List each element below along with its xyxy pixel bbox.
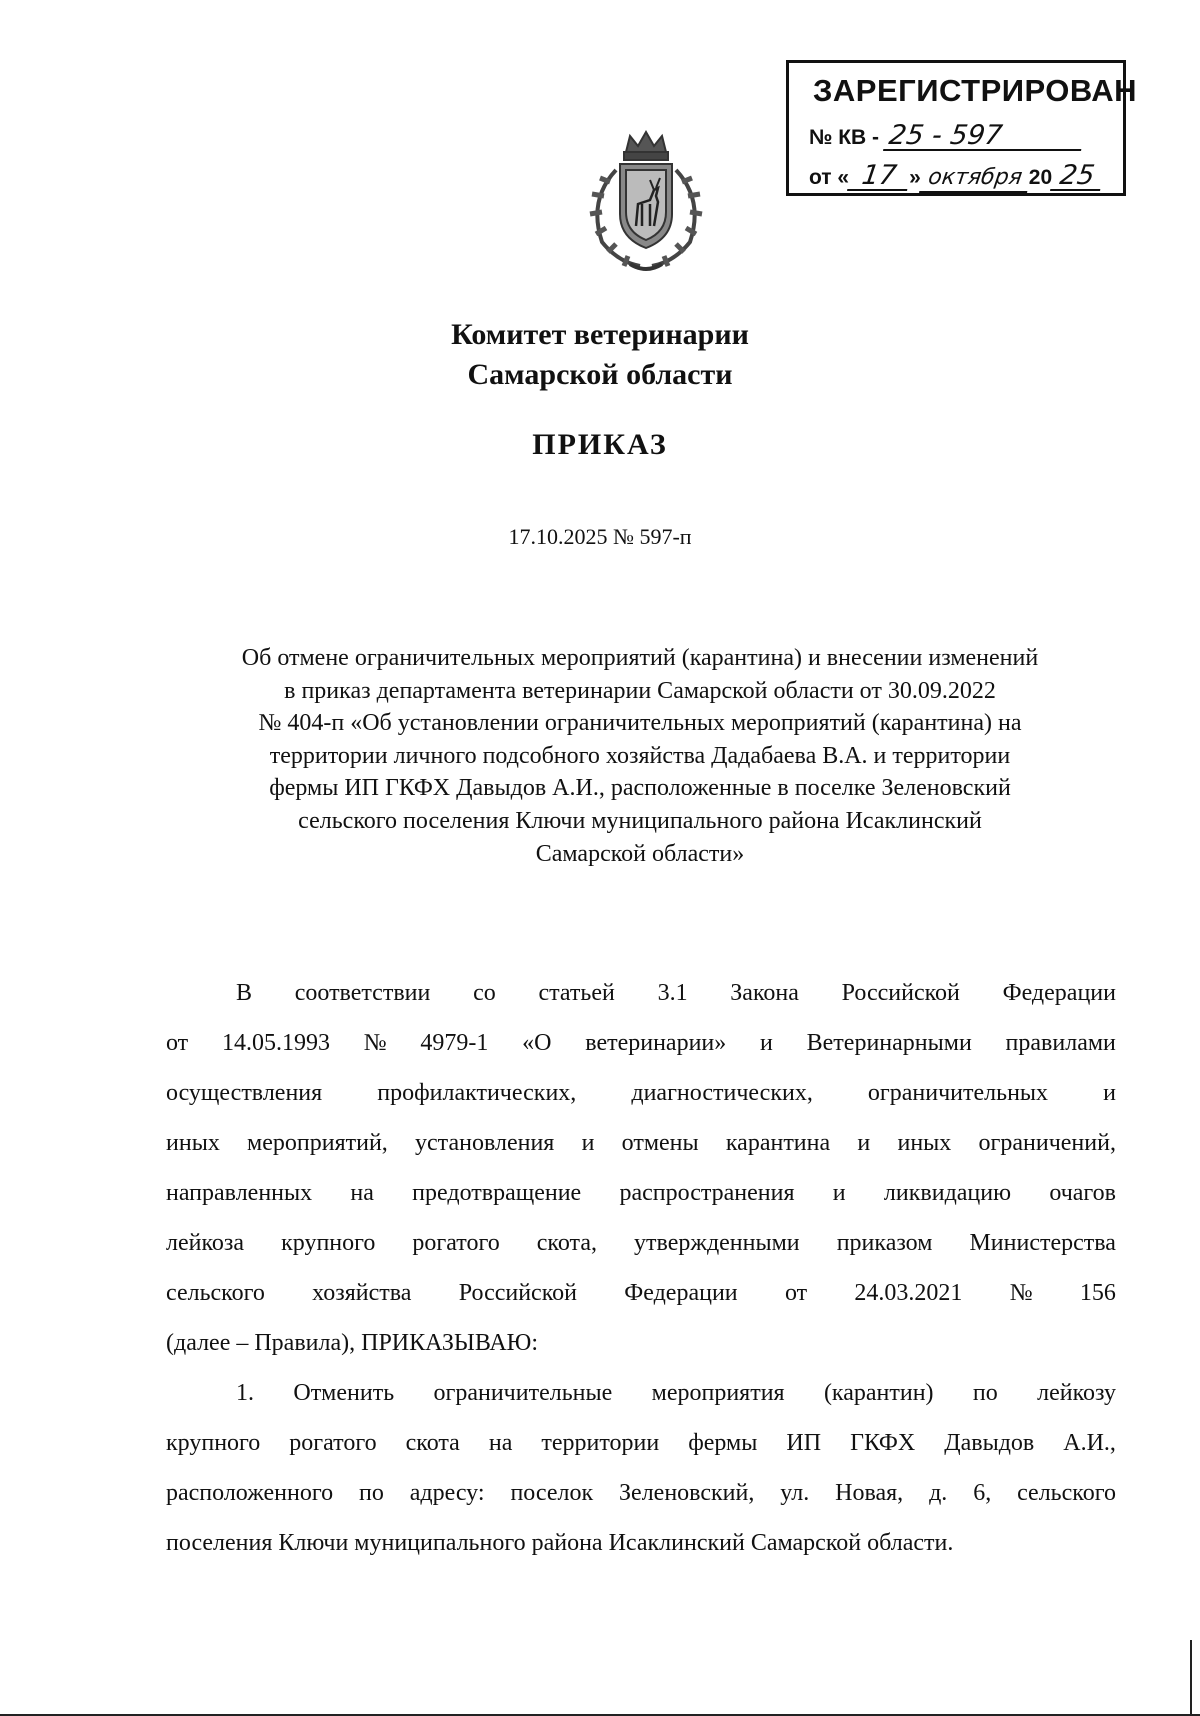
body-word: ограничительные [433, 1380, 613, 1406]
body-word: поселок [510, 1480, 594, 1506]
stamp-date-line [809, 160, 1102, 193]
body-word: и [832, 1180, 846, 1206]
body-word: установления [415, 1130, 555, 1156]
body-word: Отменить [293, 1380, 395, 1406]
body-line [166, 1118, 1116, 1168]
body-line [166, 1418, 1116, 1468]
body-word: 3.1 [657, 980, 688, 1006]
body-line [166, 968, 1116, 1018]
body-line [166, 1168, 1116, 1218]
body-word: 4979-1 [420, 1030, 489, 1056]
body-word: рогатого [412, 1230, 500, 1256]
body-word: мероприятий, [247, 1130, 388, 1156]
body-word: и [581, 1130, 595, 1156]
body-word: Министерства [969, 1230, 1116, 1256]
body-word: утвержденными [634, 1230, 800, 1256]
body-word: и [1103, 1080, 1116, 1106]
stamp-number-line [809, 120, 1083, 151]
body-word: ограничительных [867, 1080, 1049, 1106]
coat-of-arms-icon [568, 130, 724, 280]
body-word: адресу: [409, 1480, 485, 1506]
body-word: Закона [730, 980, 799, 1006]
title-line: Самарской области» [535, 840, 745, 867]
body-word: Федерации [624, 1280, 738, 1306]
body-word: осуществления [166, 1080, 323, 1106]
body-word: иных [897, 1130, 952, 1156]
body-word: 24.03.2021 [854, 1280, 963, 1306]
body-line: (далее – Правила), ПРИКАЗЫВАЮ: [166, 1330, 538, 1356]
document-date-number: 17.10.2025 № 597-п [508, 524, 692, 549]
body-line [166, 1468, 1116, 1518]
body-word: (карантин) [823, 1380, 934, 1406]
body-word: № [1009, 1280, 1033, 1306]
body-word: очагов [1049, 1180, 1116, 1206]
registration-stamp [786, 60, 1138, 196]
body-word: ветеринарии» [585, 1030, 727, 1056]
body-word: лейкозу [1037, 1380, 1116, 1406]
body-word: и [760, 1030, 773, 1056]
body-word: скота, [536, 1230, 597, 1256]
body-word: «О [522, 1030, 552, 1056]
body-word: распространения [619, 1180, 795, 1206]
title-line: территории личного подсобного хозяйства Дадабаева В.А. и территории [269, 742, 1011, 769]
stamp-handwritten-month: октября [919, 165, 1031, 193]
body-word: на [488, 1430, 513, 1456]
body-word: расположенного [166, 1480, 334, 1506]
body-word: ГКФХ [850, 1430, 916, 1456]
stamp-title: ЗАРЕГИСТРИРОВАН [813, 73, 1138, 108]
title-line: Об отмене ограничительных мероприятий (карантина) и внесении изменений [241, 645, 1039, 671]
body-word: ликвидацию [883, 1180, 1012, 1206]
body-word: д. [929, 1480, 948, 1506]
body-word: карантина [725, 1130, 831, 1156]
body-word: правилами [1005, 1030, 1116, 1056]
org-name-line2: Самарской области [467, 358, 733, 391]
body-line [166, 1018, 1116, 1068]
body-word: 6, [973, 1480, 992, 1506]
stamp-number-prefix: № КВ - [809, 126, 880, 149]
title-line: в приказ департамента ветеринарии Самарской области от 30.09.2022 [284, 677, 996, 704]
body-word: фермы [688, 1430, 758, 1456]
body-word: диагностических, [631, 1080, 813, 1106]
body-word: лейкоза [166, 1230, 245, 1256]
body-word: по [358, 1480, 384, 1506]
paragraph-item-1 [166, 1368, 1116, 1568]
body-word: статьей [538, 980, 615, 1006]
body-line: поселения Ключи муниципального района Исаклинский Самарской области. [166, 1530, 954, 1556]
body-word: Российской [458, 1280, 577, 1306]
stamp-handwritten-year: 25 [1050, 163, 1104, 191]
org-name-line1: Комитет ветеринарии [451, 318, 749, 351]
body-word: крупного [281, 1230, 376, 1256]
stamp-handwritten-day: 17 [847, 163, 911, 191]
body-word: ИП [786, 1430, 822, 1456]
body-word: Федерации [1002, 980, 1116, 1006]
stamp-date-mid: » [909, 166, 921, 189]
body-word: мероприятия [651, 1380, 785, 1406]
title-line: сельского поселения Ключи муниципального района Исаклинский [298, 807, 982, 834]
body-word: 14.05.1993 [221, 1030, 330, 1056]
stamp-date-prefix: от « [809, 166, 850, 189]
body-word: профилактических, [377, 1080, 577, 1106]
body-word: и [857, 1130, 871, 1156]
body-word: приказом [836, 1230, 933, 1256]
body-word: № [363, 1030, 387, 1056]
body-word: соответствии [294, 980, 431, 1006]
body-word: скота [405, 1430, 460, 1456]
body-line [166, 1068, 1116, 1118]
scan-edge-right [1190, 1640, 1192, 1716]
body-word: сельского [166, 1280, 265, 1306]
title-line: фермы ИП ГКФХ Давыдов А.И., расположенные в поселке Зеленовский [269, 775, 1011, 802]
body-word: иных [166, 1130, 220, 1156]
body-word: хозяйства [312, 1280, 412, 1306]
body-word: Новая, [835, 1480, 904, 1506]
body-word: на [350, 1180, 374, 1206]
document-body [166, 968, 1116, 1568]
stamp-year-prefix: 20 [1028, 166, 1053, 189]
body-word: Российской [841, 980, 960, 1006]
body-word: 156 [1079, 1280, 1116, 1306]
body-word: со [473, 980, 496, 1006]
body-word: 1. [236, 1380, 254, 1406]
body-word: Давыдов [944, 1430, 1035, 1456]
body-word: В [236, 980, 253, 1006]
body-word: от [166, 1030, 189, 1056]
body-word: по [972, 1380, 998, 1406]
document-type: ПРИКАЗ [532, 428, 668, 461]
body-word: направленных [166, 1180, 313, 1206]
body-word: ограничений, [978, 1130, 1116, 1156]
body-word: Зеленовский, [619, 1480, 755, 1506]
body-word: сельского [1017, 1480, 1116, 1506]
body-line [166, 1218, 1116, 1268]
body-word: Ветеринарными [806, 1030, 972, 1056]
document-title [160, 642, 1120, 870]
title-line: № 404-п «Об установлении ограничительных мероприятий (карантина) на [258, 710, 1022, 737]
body-word: от [784, 1280, 808, 1306]
body-word: ул. [780, 1480, 810, 1506]
body-word: территории [541, 1430, 660, 1456]
body-word: отмены [621, 1130, 699, 1156]
body-word: рогатого [289, 1430, 377, 1456]
body-word: А.И., [1063, 1430, 1116, 1456]
body-line [166, 1368, 1116, 1418]
body-line [166, 1268, 1116, 1318]
paragraph-preamble [166, 968, 1116, 1368]
stamp-handwritten-number: 25 - 597 [883, 123, 1085, 151]
body-word: крупного [166, 1430, 261, 1456]
body-word: предотвращение [412, 1180, 582, 1206]
